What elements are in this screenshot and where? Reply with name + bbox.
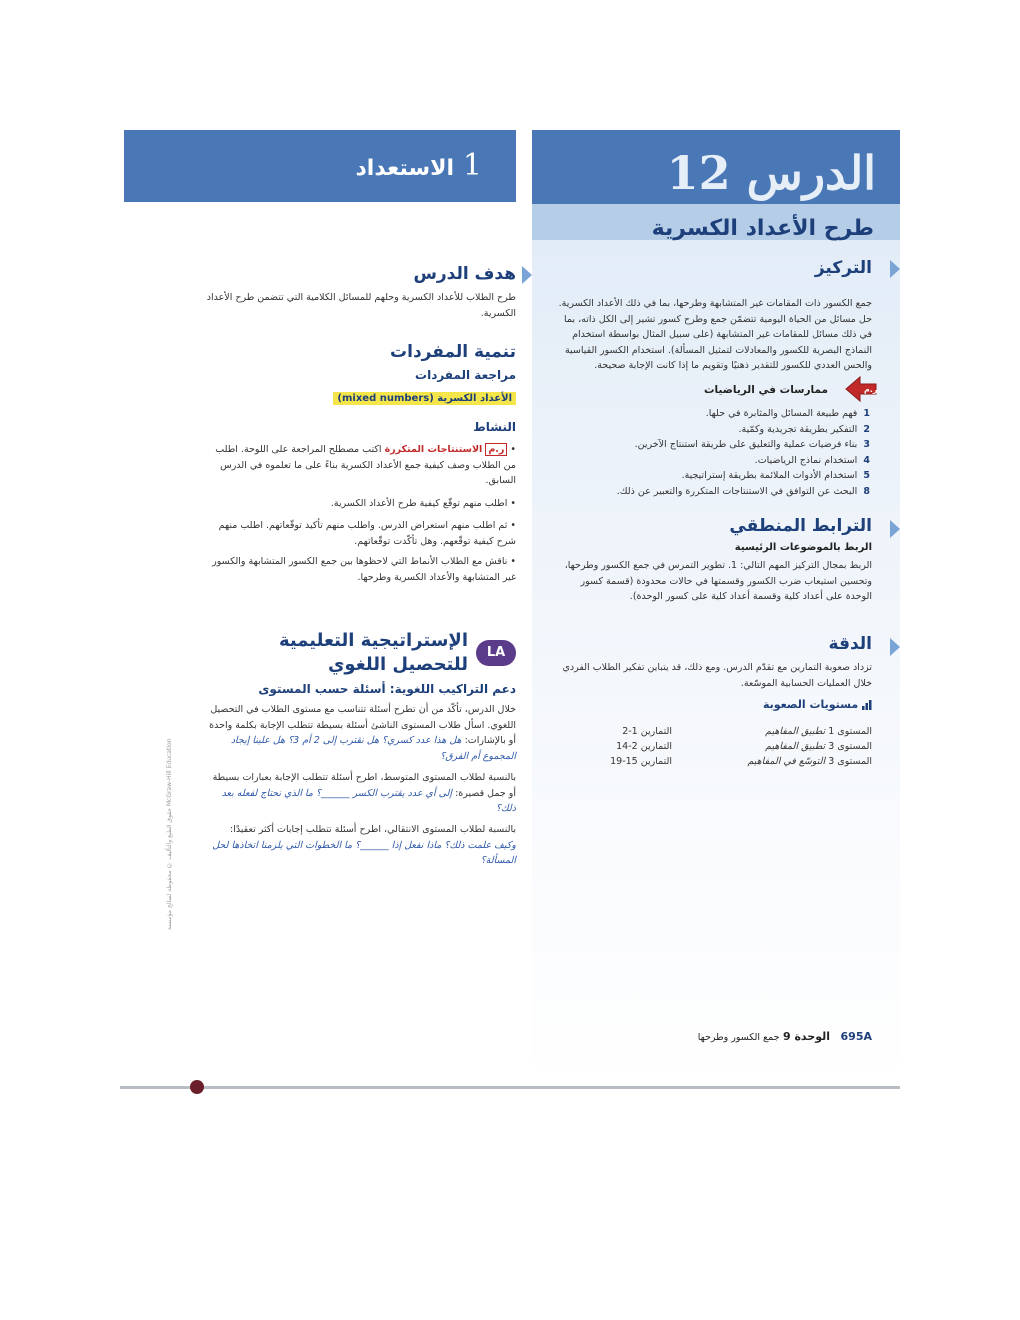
activity-item: • ثم اطلب منهم استعراض الدرس. واطلب منهم تأكيد توقّعاتهم. اطلب منهم شرح كيفية توقّعهم. وهل تأكّدت توقّعاتهم. [218,520,516,547]
difficulty-levels [552,724,872,769]
activity-badge: ر.م [485,443,507,456]
language-heading-line1: الإستراتيجية التعليمية [278,630,468,651]
level-row: المستوى 3 تطبيق المفاهيم التمارين 2-14 [616,741,872,752]
focus-marker [890,260,900,278]
coherence-subheading: الربط بالموضوعات الرئيسية [734,542,872,553]
la-badge: LA [476,640,516,666]
page-footer [698,1030,872,1043]
practice-item: 2 التفكير بطريقة تجريدية وكمّية. [738,423,870,435]
activity-item: • اطلب منهم توقّع كيفية طرح الأعداد الكسرية. [330,498,516,509]
svg-text:ر.م: ر.م [864,385,878,394]
coherence-marker [890,520,900,538]
page [124,130,900,1088]
language-heading-line2: للتحصيل اللغوي [327,654,468,675]
math-practices-heading: ممارسات في الرياضيات [703,384,828,396]
bars-icon [862,700,872,710]
lesson-title: طرح الأعداد الكسرية [651,216,874,241]
objective-heading: هدف الدرس [413,264,516,284]
vocab-term: الأعداد الكسرية (mixed numbers) [333,386,516,405]
rigor-marker [890,638,900,656]
coherence-text: الربط بمجال التركيز المهم التالي: 1. تطوير التمرس في جمع الكسور وطرحها، وتحسين استيعاب ضرب الكسور وقسمتها في حالات محدودة (قسمة كسور الوحدة على أعداد كلية وقسمة أعداد كلية على كسور الوحدة). [564,560,872,602]
practice-item: 3 بناء فرضيات عملية والتعليق على طريقة استنتاج الآخرين. [634,439,870,450]
language-para-1: خلال الدرس، تأكّد من أن تطرح أسئلة تتناسب مع مستوى الطلاب في التحصيل اللغوي. اسأل طلاب المستوى الناشئ أسئلة بسيطة تتطلب الإجابة بكلمة واحدة أو بالإشارات: هل هذا عدد كسري؟ هل نقترب إلى 2 أم 3؟ هل علينا إيجاد المجموع أم الفرق؟ [209,704,516,762]
level-row: المستوى 1 تطبيق المفاهيم التمارين 1-2 [622,726,872,737]
page-number: 695A [840,1030,872,1043]
practice-item: 8 البحث عن التوافق في الاستنتاجات المتكررة والتعبير عن ذلك. [616,485,870,497]
language-para-2: بالنسبة لطلاب المستوى المتوسط، اطرح أسئلة تتطلب الإجابة بعبارات بسيطة أو جمل قصيرة: إلى أي عدد يقترب الكسر ______؟ ما الذي نحتاج لفعله بعد ذلك؟ [212,772,516,814]
math-practices-list [550,406,870,499]
copyright-side-note: حقوق الطبع والتأليف © محفوظة لصالح مؤسسة McGraw-Hill Education [166,738,173,930]
activity-heading: النشاط [473,420,516,434]
level-row: المستوى 3 التوسّع في المفاهيم التمارين 15-19 [610,756,872,767]
practice-item: 5 استخدام الأدوات الملائمة بطريقة إستراتيجية. [681,470,870,481]
rigor-heading: الدقة [828,634,872,654]
practice-item: 1 فهم طبيعة المسائل والمثابرة في حلها. [705,408,870,419]
vocab-subheading: مراجعة المفردات [415,368,516,382]
prep-number: 1 [462,148,482,183]
language-subheading: دعم التراكيب اللغوية: أسئلة حسب المستوى [258,682,516,696]
practice-item: 4 استخدام نماذج الرياضيات. [754,454,870,466]
vocab-heading: تنمية المفردات [390,342,516,362]
focus-heading: التركيز [814,258,872,278]
difficulty-heading: مستويات الصعوبة [763,698,872,711]
unit-label: الوحدة 9 [782,1030,831,1043]
unit-title: جمع الكسور وطرحها [697,1032,780,1043]
objective-text: طرح الطلاب للأعداد الكسرية وحلهم للمسائل الكلامية التي تتضمن طرح الأعداد الكسرية. [206,292,516,319]
language-para-3: بالنسبة لطلاب المستوى الانتقالي، اطرح أسئلة تتطلب إجابات أكثر تعقيدًا: وكيف علمت ذلك؟ ماذا نفعل إذا ______؟ ما الخطوات التي يلزمنا اتخاذها لحل المسألة؟ [212,824,516,866]
footer-dot [190,1080,204,1094]
rigor-text: تزداد صعوبة التمارين مع تقدّم الدرس. ومع ذلك، قد يتباين تفكير الطلاب الفردي خلال العمليات الحسابية الموسّعة. [562,662,872,689]
prep-label: الاستعداد [355,156,454,181]
activity-item: • ر.م الاستنتاجات المتكررة اكتب مصطلح المراجعة على اللوحة. اطلب من الطلاب وصف كيفية جمع الأعداد الكسرية بناءً على ما تعلموه في الدرس السابق. [215,444,516,486]
activity-item: • ناقش مع الطلاب الأنماط التي لاحظوها بين جمع الكسور المتشابهة والكسور غير المتشابهة والأعداد الكسرية وطرحها. [212,556,516,583]
footer-divider [120,1086,900,1089]
math-practices-icon [844,374,878,404]
lesson-label: الدرس 12 [666,146,876,200]
prep-banner [124,130,516,202]
coherence-heading: الترابط المنطقي [729,516,872,536]
focus-text: جمع الكسور ذات المقامات غير المتشابهة وطرحها، بما في ذلك الأعداد الكسرية. حل مسائل من الحياة اليومية تتضمّن جمع وطرح كسور تشير إلى الكل ذاته، بما في ذلك مسائل للمقامات غير المتشابهة (على سبيل المثال بواسطة استخدام النماذج البصرية للكسور والمعادلات لتمثيل المسألة). استخدام الكسور القياسية والحس العددي للكسور للتقدير ذهنيًا وتقويم ما إذا كانت الإجابة صحيحة. [558,298,872,371]
objective-marker [522,266,532,284]
